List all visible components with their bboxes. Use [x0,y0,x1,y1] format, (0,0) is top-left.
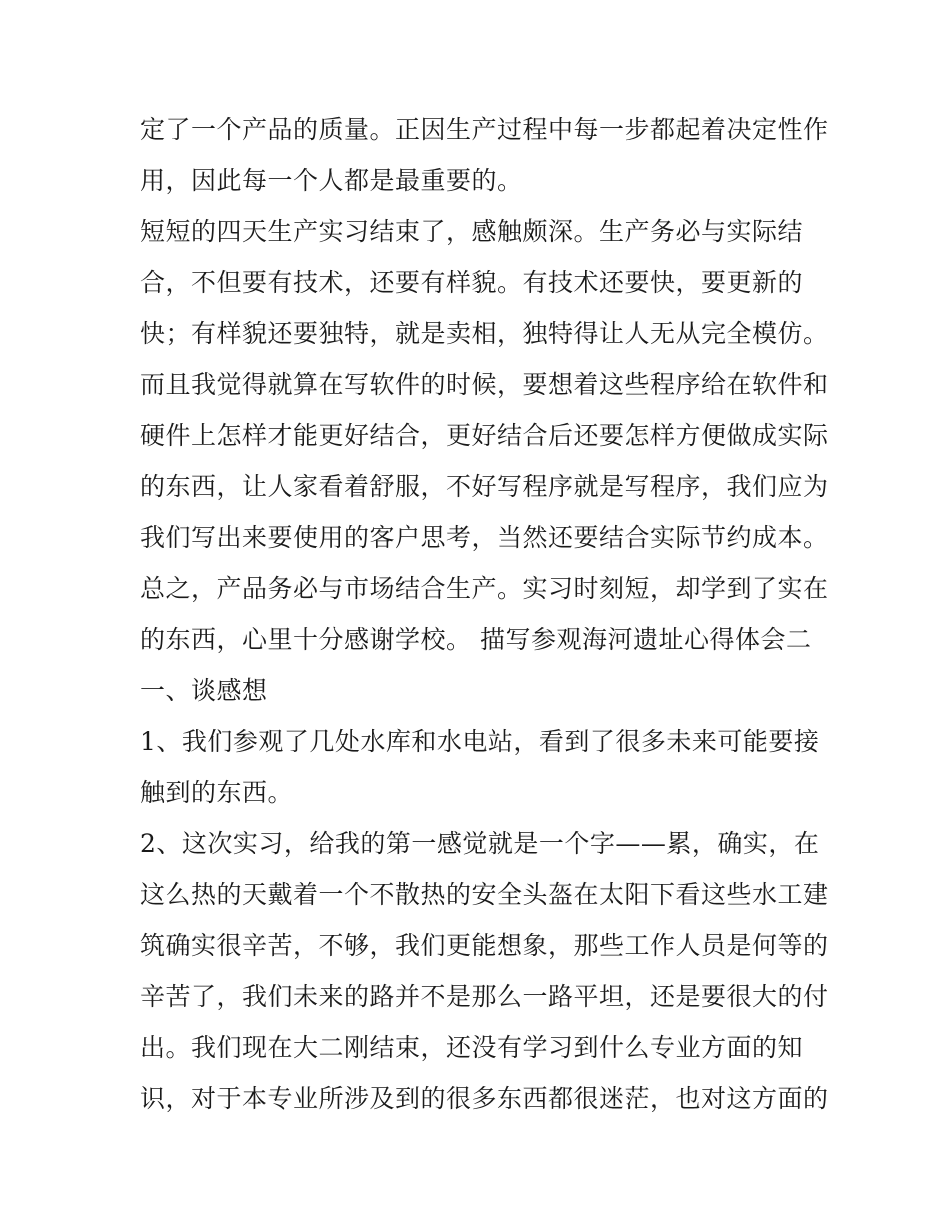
text-line: 1、我们参观了几处水库和水电站，看到了很多未来可能要接 [140,727,820,756]
text-line: 硬件上怎样才能更好结合，更好结合后还要怎样方便做成实际 [140,421,829,450]
text-line: 用，因此每一个人都是最重要的。 [140,166,523,195]
text-line: 而且我觉得就算在写软件的时候，要想着这些程序给在软件和 [140,370,829,399]
text-line: 出。我们现在大二刚结束，还没有学习到什么专业方面的知 [140,1033,804,1062]
text-line: 筑确实很辛苦，不够，我们更能想象，那些工作人员是何等的 [140,931,829,960]
text-line: 辛苦了，我们未来的路并不是那么一路平坦，还是要很大的付 [140,982,829,1011]
text-line: 合，不但要有技术，还要有样貌。有技术还要快，要更新的 [140,268,804,297]
text-line: 的东西，心里十分感谢学校。 描写参观海河遗址心得体会二 [140,625,812,654]
text-line: 总之，产品务必与市场结合生产。实习时刻短，却学到了实在 [140,574,829,603]
text-line: 识，对于本专业所涉及到的很多东西都很迷茫，也对这方面的 [140,1084,829,1113]
text-line: 的东西，让人家看着舒服，不好写程序就是写程序，我们应为 [140,472,829,501]
text-line: 短短的四天生产实习结束了，感触颇深。生产务必与实际结 [140,217,804,246]
text-line: 我们写出来要使用的客户思考，当然还要结合实际节约成本。 [140,523,829,552]
text-line: 2、这次实习，给我的第一感觉就是一个字——累，确实，在 [140,829,820,858]
section-heading: 一、谈感想 [140,676,268,705]
text-line: 快；有样貌还要独特，就是卖相，独特得让人无从完全模仿。 [140,319,829,348]
text-line: 这么热的天戴着一个不散热的安全头盔在太阳下看这些水工建 [140,880,829,909]
text-line: 触到的东西。 [140,778,294,807]
text-line: 定了一个产品的质量。正因生产过程中每一步都起着决定性作 [140,115,829,144]
